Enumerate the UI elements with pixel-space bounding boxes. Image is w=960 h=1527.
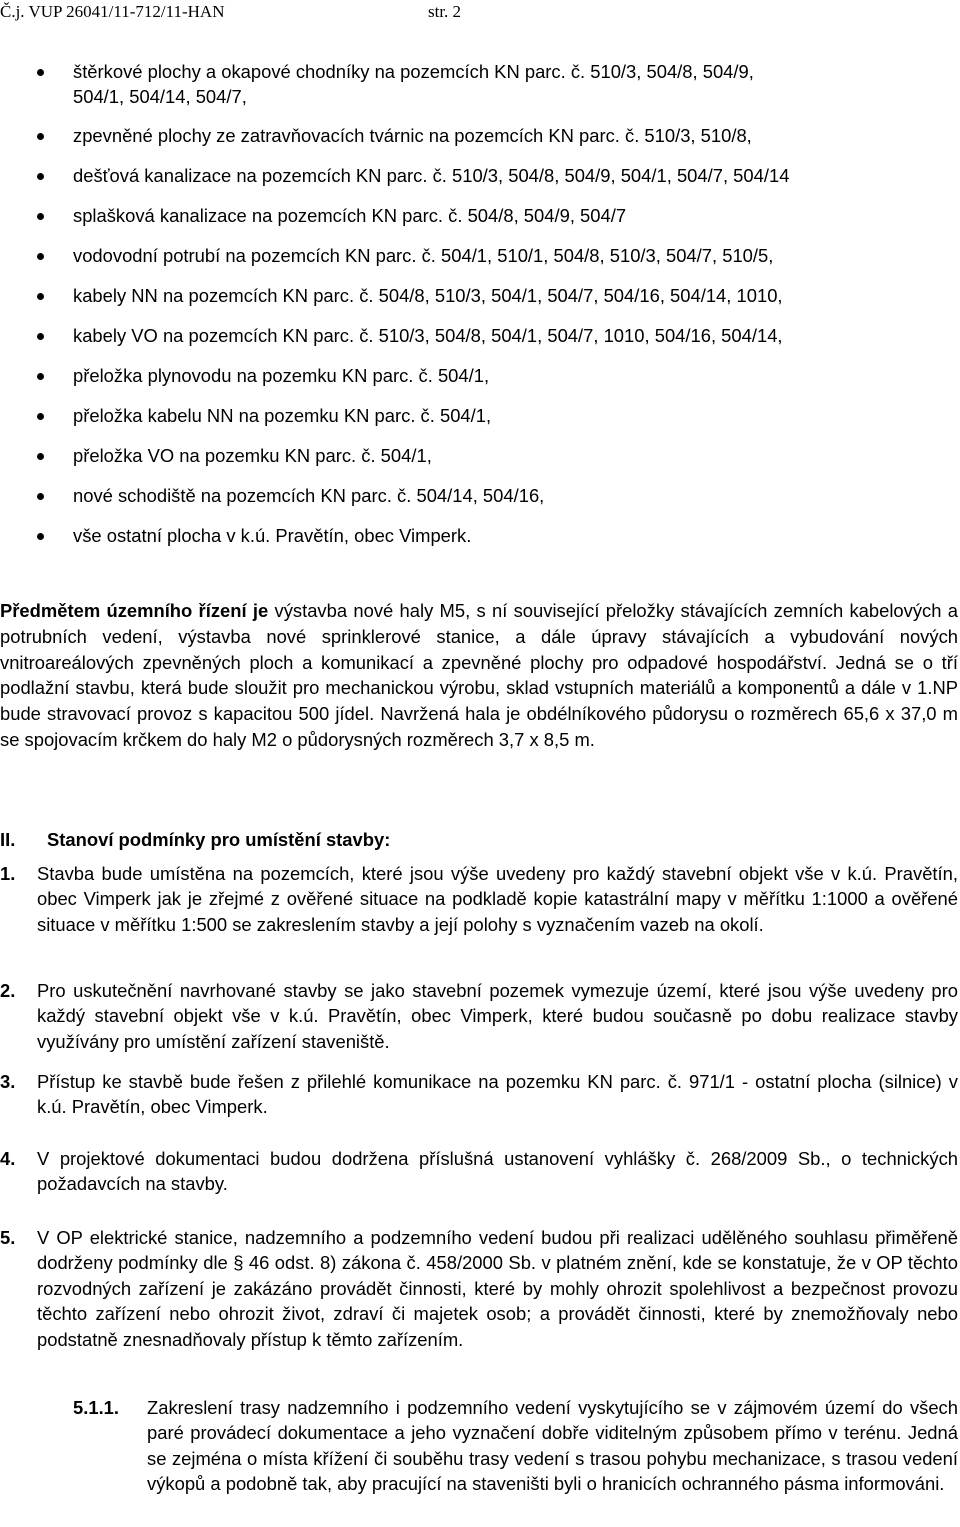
condition-number: 3. (0, 1071, 16, 1092)
list-item-text-line2: 504/1, 504/14, 504/7, (73, 86, 247, 107)
condition-number: 5. (0, 1227, 16, 1248)
condition-number: 4. (0, 1148, 16, 1169)
list-item-text: vodovodní potrubí na pozemcích KN parc. č. 504/1, 510/1, 504/8, 510/3, 504/7, 510/5, (73, 245, 774, 266)
subcondition-number: 5.1.1. (73, 1397, 120, 1418)
subject-body: výstavba nové haly M5, s ní související přeložky stávajících zemních kabelových a potrubních vedení, výstavba nové sprinklerové stanice, a dále úpravy stávajících a vybudování nových vnitroareálových zpevněných ploch a komunikací a zpevněné plochy pro odpadové hospodářství. Jedná se o tří podlažní stavbu, která bude sloužit pro mechanickou výrobu, sklad vstupních materiálů a komponentů a dále v 1.NP bude stravovací provoz s kapacitou 500 jídel. Navržená hala je obdélníkového půdorysu o rozměrech 65,6 x 37,0 m se spojovacím krčkem do haly M2 o půdorysných rozměrech 3,7 x 8,5 m. (0, 600, 958, 750)
bullet-icon (37, 293, 44, 300)
subcondition-text: Zakreslení trasy nadzemního i podzemního vedení vyskytujícího se v zájmovém území do všech paré provádecí dokumentace a jeho vyznačení dobře viditelným způsobem přímo v terénu. Jedná se zejména o místa křížení či souběhu trasy vedení s trasou pohybu mechanizace, s trasou vedení výkopů a podobně tak, aby pracující na staveništi byli o hranicích ochranného pásma informováni. (147, 1397, 958, 1495)
reference-number: Č.j. VUP 26041/11-712/11-HAN (0, 2, 225, 21)
list-item-text: kabely VO na pozemcích KN parc. č. 510/3, 504/8, 504/1, 504/7, 1010, 504/16, 504/14, (73, 325, 783, 346)
bullet-icon (37, 253, 44, 260)
page-number: str. 2 (428, 2, 462, 21)
condition-number: 1. (0, 863, 16, 884)
subject-lead: Předmětem územního řízení je (0, 600, 269, 621)
bullet-icon (37, 69, 44, 76)
section-number: II. (0, 829, 16, 850)
condition-text: V projektové dokumentaci budou dodržena příslušná ustanovení vyhlášky č. 268/2009 Sb., o technických požadavcích na stavby. (37, 1148, 958, 1195)
list-item-text: dešťová kanalizace na pozemcích KN parc. č. 510/3, 504/8, 504/9, 504/1, 504/7, 504/14 (73, 165, 790, 186)
list-item-text: přeložka kabelu NN na pozemku KN parc. č. 504/1, (73, 405, 492, 426)
bullet-icon (37, 493, 44, 500)
bullet-icon (37, 133, 44, 140)
list-item-text: splašková kanalizace na pozemcích KN parc. č. 504/8, 504/9, 504/7 (73, 205, 627, 226)
bullet-icon (37, 213, 44, 220)
list-item-text-line1: štěrkové plochy a okapové chodníky na pozemcích KN parc. č. 510/3, 504/8, 504/9, (73, 61, 754, 82)
bullet-icon (37, 533, 44, 540)
subject-paragraph (0, 598, 958, 753)
list-item-text: přeložka plynovodu na pozemku KN parc. č. 504/1, (73, 365, 490, 386)
bullet-icon (37, 373, 44, 380)
bullet-icon (37, 173, 44, 180)
section-title: Stanoví podmínky pro umístění stavby: (47, 829, 391, 850)
list-item-text: nové schodiště na pozemcích KN parc. č. 504/14, 504/16, (73, 485, 545, 506)
condition-text: Stavba bude umístěna na pozemcích, které jsou výše uvedeny pro každý stavební objekt vše v k.ú. Pravětín, obec Vimperk jak je zřejmé z ověřené situace na podkladě kopie katastrální mapy v měřítku 1:1000 a ověřené situace v měřítku 1:500 se zakreslením stavby a její polohy s vyznačením vazeb na okolí. (37, 863, 958, 935)
list-item-text: přeložka VO na pozemku KN parc. č. 504/1, (73, 445, 432, 466)
condition-text: V OP elektrické stanice, nadzemního a podzemního vedení budou při realizaci udělěného souhlasu přiměřeně dodrženy podmínky dle § 46 odst. 8) zákona č. 458/2000 Sb. v platném znění, kde se konstatuje, že v OP těchto rozvodných zařízení je zakázáno provádět činnosti, které by mohly ohrozit spolehlivost a bezpečnost provozu těchto zařízení nebo ohrozit život, zdraví či majetek osob; a provádět činnosti, které by znemožňovaly nebo podstatně znesnadňovaly přístup k těmto zařízením. (37, 1227, 958, 1350)
list-item-text: kabely NN na pozemcích KN parc. č. 504/8, 510/3, 504/1, 504/7, 504/16, 504/14, 1010, (73, 285, 783, 306)
bullet-icon (37, 413, 44, 420)
condition-number: 2. (0, 980, 16, 1001)
condition-text: Přístup ke stavbě bude řešen z přilehlé komunikace na pozemku KN parc. č. 971/1 - ostatní plocha (silnice) v k.ú. Pravětín, obec Vimperk. (37, 1071, 958, 1118)
bullet-icon (37, 333, 44, 340)
list-item-text: vše ostatní plocha v k.ú. Pravětín, obec Vimperk. (73, 525, 472, 546)
list-item-text: zpevněné plochy ze zatravňovacích tvárnic na pozemcích KN parc. č. 510/3, 510/8, (73, 125, 752, 146)
bullet-icon (37, 453, 44, 460)
condition-text: Pro uskutečnění navrhované stavby se jako stavební pozemek vymezuje území, které jsou výše uvedeny pro každý stavební objekt vše v k.ú. Pravětín, obec Vimperk, které budou současně po dobu realizace stavby využívány pro umístění zařízení staveniště. (37, 980, 958, 1052)
